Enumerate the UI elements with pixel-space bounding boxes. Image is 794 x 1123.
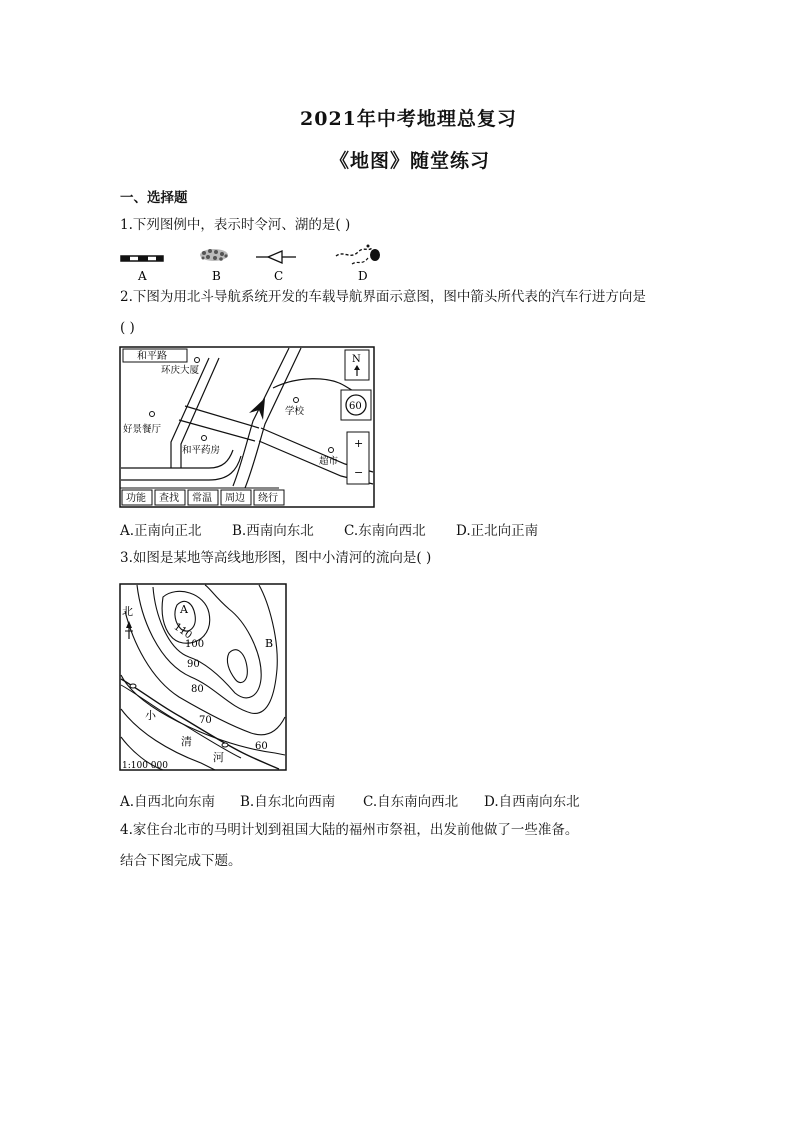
place-school: 学校 [285, 406, 305, 417]
q3-option-a[interactable]: A.自西北向东南 [120, 794, 216, 810]
contour-label-90: 90 [187, 659, 200, 670]
q3-option-b[interactable]: B.自东北向西南 [240, 794, 336, 810]
contour-label-70: 70 [199, 715, 212, 726]
q3-option-d[interactable]: D.自西南向东北 [484, 794, 580, 810]
q3-option-c[interactable]: C.自东南向西北 [363, 794, 459, 810]
place-supermarket: 超市 [319, 456, 339, 467]
river-char-3: 河 [213, 751, 224, 764]
contour-label-80: 80 [191, 684, 204, 695]
road-label: 和平路 [137, 351, 167, 362]
nav-button-normal: 常温 [192, 493, 212, 504]
place-huanqing: 环庆大厦 [161, 365, 200, 376]
legend-label-d: D [358, 269, 368, 283]
doc-subtitle: 《地图》随堂练习 [330, 150, 491, 172]
point-b-label: B [265, 637, 274, 650]
zoom-out-icon: − [354, 466, 364, 479]
legend-symbol-c [256, 251, 296, 263]
legend-symbol-d [336, 245, 380, 265]
nav-button-bar [122, 490, 284, 505]
question-3: 3.如图是某地等高线地形图，图中小清河的流向是( ) [120, 550, 432, 566]
doc-title: 2021年中考地理总复习 [300, 108, 517, 130]
north-label: N [352, 354, 361, 365]
question-4: 4.家住台北市的马明计划到祖国大陆的福州市祭祖，出发前他做了一些准备。 [120, 822, 579, 838]
question-1: 1.下列图例中，表示时令河、湖的是( ) [120, 217, 351, 233]
nav-button-function: 功能 [126, 493, 146, 504]
contour-north-label: 北 [122, 605, 133, 618]
q1-legend-symbols [118, 238, 398, 284]
point-a-label: A [180, 603, 188, 616]
map-scale: 1:100 000 [122, 761, 168, 771]
question-4-instruction: 结合下图完成下题。 [120, 853, 242, 869]
question-2-blank: ( ) [120, 320, 135, 336]
section-heading: 一、选择题 [120, 190, 188, 206]
nav-button-search: 查找 [159, 493, 179, 504]
nav-button-nearby: 周边 [225, 493, 245, 504]
contour-label-110: 110 [171, 621, 194, 642]
q2-option-c[interactable]: C.东南向西北 [344, 523, 426, 539]
river-char-2: 清 [181, 735, 192, 748]
contour-label-100: 100 [185, 639, 205, 650]
zoom-in-icon: + [354, 437, 364, 450]
q2-option-a[interactable]: A.正南向正北 [120, 523, 202, 539]
q2-option-d[interactable]: D.正北向正南 [456, 523, 539, 539]
place-heping-pharmacy: 和平药房 [182, 445, 221, 456]
legend-symbol-b [200, 249, 228, 261]
contour-label-60: 60 [255, 741, 268, 752]
place-haojing: 好景餐厅 [123, 424, 162, 435]
navigation-map [119, 346, 375, 508]
legend-symbol-a [121, 256, 163, 261]
legend-label-a: A [138, 269, 147, 283]
nav-button-detour: 绕行 [258, 493, 278, 504]
contour-map [119, 583, 287, 771]
legend-label-b: B [212, 269, 221, 283]
river-char-1: 小 [145, 709, 156, 722]
question-2: 2.下图为用北斗导航系统开发的车载导航界面示意图，图中箭头所代表的汽车行进方向是 [120, 289, 646, 305]
q2-option-b[interactable]: B.西南向东北 [232, 523, 314, 539]
legend-label-c: C [274, 269, 284, 283]
speed-limit-value: 60 [349, 401, 362, 412]
